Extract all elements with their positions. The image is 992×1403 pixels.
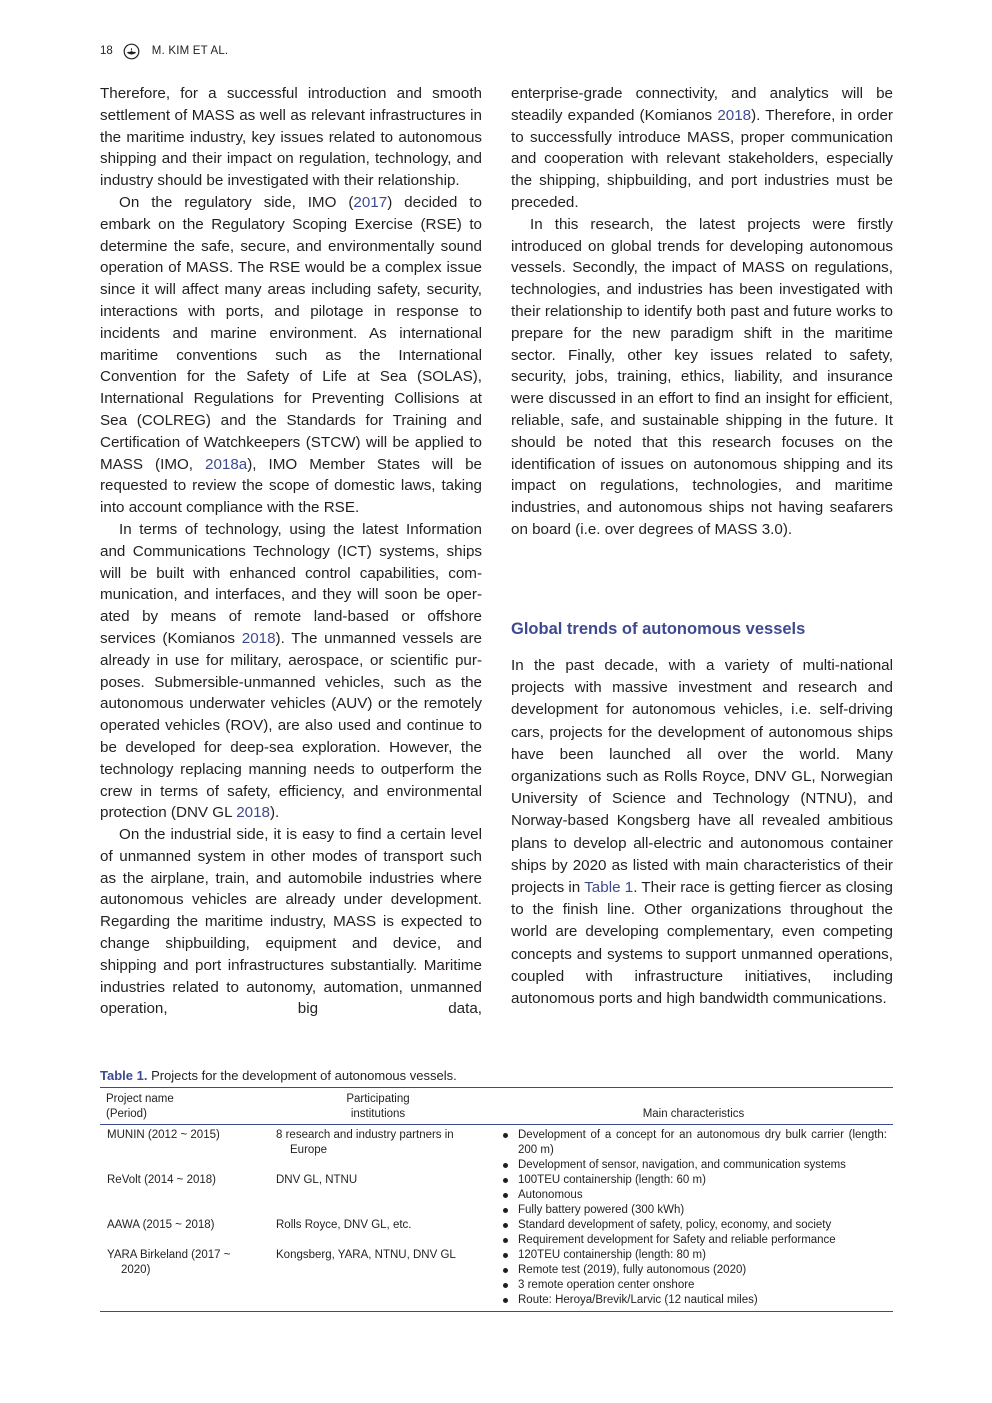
running-header-authors: M. KIM ET AL. bbox=[151, 45, 229, 57]
publisher-lamp-icon bbox=[123, 43, 140, 60]
cell-project: ReVolt (2014 ~ 2018) bbox=[107, 1174, 217, 1186]
citation-link[interactable]: 2018 bbox=[241, 629, 276, 647]
table-caption-text: Projects for the development of autonomous vessels. bbox=[147, 1068, 457, 1083]
list-item: Autonomous bbox=[502, 1188, 887, 1203]
table-caption-label: Table 1. bbox=[100, 1068, 148, 1083]
characteristics-list bbox=[500, 1248, 887, 1308]
list-item: Standard development of safety, policy, economy, and society bbox=[502, 1218, 887, 1233]
table-row bbox=[100, 1248, 893, 1311]
right-column bbox=[511, 83, 893, 541]
column-header-project: Project name (Period) bbox=[100, 1088, 262, 1125]
left-column bbox=[100, 83, 482, 1020]
list-item: Remote test (2019), fully autonomous (2020) bbox=[502, 1263, 887, 1278]
list-item: Requirement development for Safety and reliable performance bbox=[502, 1233, 887, 1248]
section-body bbox=[511, 655, 893, 1010]
section-heading: Global trends of autonomous vessels bbox=[511, 620, 806, 638]
column-header-institutions: Participating institutions bbox=[262, 1088, 494, 1125]
citation-link[interactable]: 2018 bbox=[236, 804, 270, 822]
column-header-characteristics: Main characteristics bbox=[494, 1088, 893, 1125]
list-item: 120TEU containership (length: 80 m) bbox=[502, 1248, 887, 1263]
list-item: Development of a concept for an autonomous dry bulk carrier (length: 200 m) bbox=[502, 1128, 887, 1158]
table-header-row bbox=[100, 1088, 893, 1125]
list-item: 100TEU containership (length: 60 m) bbox=[502, 1173, 887, 1188]
cell-project: YARA Birkeland (2017 ~ 2020) bbox=[107, 1249, 231, 1276]
table-caption bbox=[100, 1068, 457, 1083]
list-item: Fully battery powered (300 kWh) bbox=[502, 1203, 887, 1218]
citation-link[interactable]: 2018a bbox=[205, 455, 248, 473]
table-reference-link[interactable]: Table 1 bbox=[584, 879, 634, 897]
paragraph: In terms of technology, using the latest Information and Communications Technology (ICT) systems, ships will be built with enhanced control capabilities, communication, and interfaces, and they will soon be operated by means of remote land-based or offshore services (Komianos 2018). The unmanned vessels are already in use for military, aerospace, or scientific purposes. Submersible-unmanned vehicles, such as the autonomous underwater vehicles (AUV) or the remotely operated vehicles (ROV), are also used and continue to be developed for deep-sea exploration. However, the technology replacing manning needs to outperform the crew in terms of safety, efficiency, and environmental protection (DNV GL 2018). bbox=[100, 520, 482, 822]
cell-institutions: 8 research and industry partners in Europe bbox=[276, 1129, 454, 1156]
paragraph: On the industrial side, it is easy to find a certain level of unmanned system in other modes of transport such as the airplane, train, and automobile industries where autonomous vehicles are already under development. Regarding the maritime industry, MASS is expected to change shipbuilding, equipment and device, and shipping and port infrastructures substantially. Maritime industries related to autonomy, automation, unmanned operation, big data, bbox=[100, 826, 482, 1018]
table-row bbox=[100, 1125, 893, 1174]
paragraph: On the regulatory side, IMO (2017) decided to embark on the Regulatory Scoping Exercise (RSE) to determine the safe, secure, and environmentally sound operation of MASS. The RSE would be a complex issue since it will affect many areas including safety, security, interactions with ports, and pilotage in response to incidents and marine environment. As international maritime conventions such as the International Convention for the Safety of Life at Sea (SOLAS), International Regulations for Preventing Collisions at Sea (COLREG) and the Standards for Training and Certification of Watchkeepers (STCW) will be applied to MASS (IMO, 2018a), IMO Member States will be requested to review the scope of domestic laws, taking into account compliance with the RSE. bbox=[100, 193, 482, 517]
cell-project: MUNIN (2012 ~ 2015) bbox=[107, 1129, 220, 1141]
page-number: 18 bbox=[100, 45, 113, 57]
paragraph: In this research, the latest projects were firstly introduced on global trends for developing autonomous vessels. Secondly, the impact of MASS on regulations, technologies, and industries has been investigated with their relationship to identify both past and future works to prepare for the new paradigm shift in the maritime sector. Finally, other key issues related to safety, security, jobs, training, ethics, liability, and insurance were discussed in an effort to find an insight for efficient, reliable, safe, and sustainable shipping in the future. It should be noted that this research focuses on the identification of issues on autonomous shipping and its impact on regulations, technologies, and maritime industries, and autonomous ships not having seafarers on board (i.e. over degrees of MASS 3.0). bbox=[511, 215, 893, 538]
citation-link[interactable]: 2018 bbox=[717, 106, 752, 124]
list-item: 3 remote operation center onshore bbox=[502, 1278, 887, 1293]
paragraph: In the past decade, with a variety of multi-national projects with massive investment and research and development for autonomous vehicles, i.e. self-driving cars, projects for the development of autonomous ships have been launched all over the world. Many organizations such as Rolls Royce, DNV GL, Norwegian University of Science and Technology (NTNU), and Norway-based Kongsberg have all revealed ambitious plans to develop all-electric and autonomous container ships by 2020 as listed with main characteristics of their projects in Table 1. Their race is getting fiercer as closing to the finish line. Other organizations throughout the world are developing complementary, even competing concepts and systems to support unmanned operations, coupled with infrastructure initiatives, including autonomous ports and high bandwidth communications. bbox=[511, 657, 893, 1008]
cell-institutions: Kongsberg, YARA, NTNU, DNV GL bbox=[276, 1249, 456, 1261]
characteristics-list bbox=[500, 1128, 887, 1173]
cell-project: AAWA (2015 ~ 2018) bbox=[107, 1219, 215, 1231]
list-item: Route: Heroya/Brevik/Larvic (12 nautical miles) bbox=[502, 1293, 887, 1308]
characteristics-list bbox=[500, 1218, 887, 1248]
cell-institutions: DNV GL, NTNU bbox=[276, 1174, 358, 1186]
running-header bbox=[100, 41, 228, 61]
list-item: Development of sensor, navigation, and communication systems bbox=[502, 1158, 887, 1173]
citation-link[interactable]: 2017 bbox=[353, 193, 388, 211]
projects-table bbox=[100, 1087, 893, 1312]
cell-institutions: Rolls Royce, DNV GL, etc. bbox=[276, 1219, 412, 1231]
table-row bbox=[100, 1218, 893, 1248]
characteristics-list bbox=[500, 1173, 887, 1218]
table-row bbox=[100, 1173, 893, 1218]
paragraph: Therefore, for a successful introduction and smooth settlement of MASS as well as relevant infrastructures in the maritime industry, key issues related to autonomous shipping and their impact on regulation, technology, and industry should be investigated with their relationship. bbox=[100, 85, 482, 190]
paragraph: enterprise-grade connectivity, and analytics will be steadily expanded (Komianos 2018). Therefore, in order to successfully introduce MASS, proper communication and cooperation with relevant stakeholders, especially the shipping, shipbuilding, and port industries must be preceded. bbox=[511, 85, 893, 211]
